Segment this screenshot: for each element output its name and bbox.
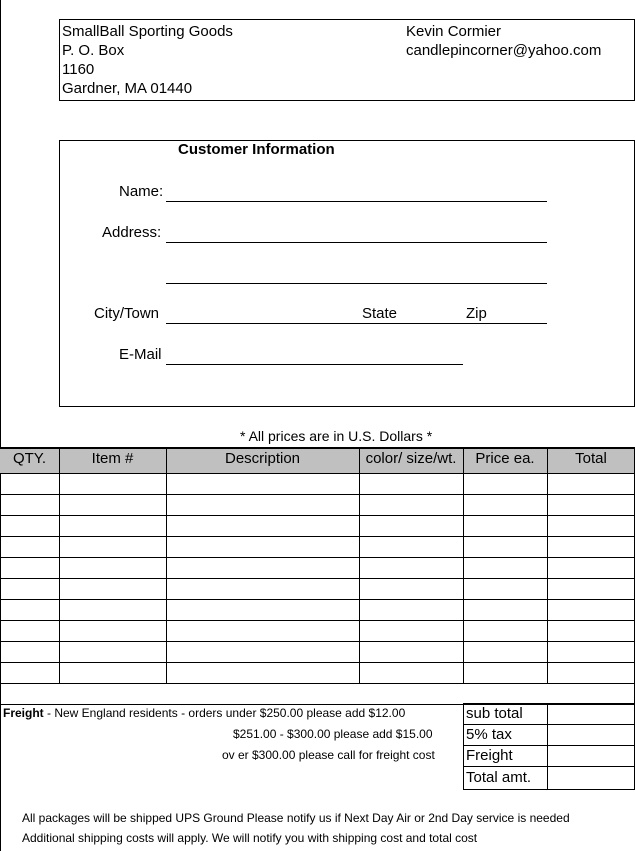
table-cell[interactable] [60,537,165,556]
table-cell[interactable] [167,516,358,535]
footer-line2: Additional shipping costs will apply. We will notify you with shipping cost and total cost [22,831,478,845]
table-cell[interactable] [360,579,462,598]
totals-divider [547,703,548,790]
header-item-number: Item # [91,450,134,467]
table-cell[interactable] [464,516,546,535]
table-cell[interactable] [360,474,462,493]
table-cell[interactable] [548,600,634,619]
email-label: E-Mail [119,346,162,363]
contact-name: Kevin Cormier [406,23,502,40]
totals-row-line3 [463,766,635,767]
table-cell[interactable] [464,558,546,577]
tax-label: 5% tax [466,726,512,743]
table-row [0,641,635,662]
company-name: SmallBall Sporting Goods [62,23,233,40]
table-row [0,578,635,599]
company-po-number: 1160 [62,61,95,78]
company-contact [406,22,601,60]
table-cell[interactable] [1,558,58,577]
header-description: Description [224,450,301,467]
table-cell[interactable] [548,558,634,577]
name-field[interactable] [166,201,547,202]
table-cell[interactable] [464,600,546,619]
freight-line1 [3,706,405,720]
table-cell[interactable] [360,516,462,535]
header-total: Total [575,450,607,467]
city-state-zip-field[interactable] [166,323,547,324]
table-cell[interactable] [1,495,58,514]
table-row [0,557,635,578]
freight-total-label: Freight [466,747,513,764]
table-cell[interactable] [464,495,546,514]
table-cell[interactable] [60,516,165,535]
prices-note: * All prices are in U.S. Dollars * [240,428,433,444]
table-row [0,473,635,494]
table-cell[interactable] [464,537,546,556]
table-cell[interactable] [548,537,634,556]
table-cell[interactable] [60,495,165,514]
company-city-line: Gardner, MA 01440 [62,80,193,97]
table-cell[interactable] [167,600,358,619]
table-cell[interactable] [464,663,546,682]
table-cell[interactable] [167,558,358,577]
table-cell[interactable] [1,474,58,493]
address-label: Address: [102,224,162,241]
table-cell[interactable] [548,579,634,598]
table-row [0,662,635,683]
header-price-each: Price ea. [475,450,535,467]
table-cell[interactable] [167,663,358,682]
freight-line2: $251.00 - $300.00 please add $15.00 [233,727,433,741]
company-address [62,22,233,98]
table-cell[interactable] [167,495,358,514]
table-cell[interactable] [548,474,634,493]
freight-line1-text: - New England residents - orders under $250.00 please add $12.00 [43,706,406,720]
table-cell[interactable] [360,558,462,577]
table-cell[interactable] [1,642,58,661]
table-cell[interactable] [360,537,462,556]
table-cell[interactable] [167,642,358,661]
table-cell[interactable] [464,642,546,661]
table-row [0,515,635,536]
table-cell[interactable] [548,621,634,640]
table-cell[interactable] [1,663,58,682]
table-cell[interactable] [60,579,165,598]
table-cell[interactable] [60,663,165,682]
page-left-border [0,0,1,851]
table-cell[interactable] [360,495,462,514]
freight-label: Freight [3,706,44,720]
table-row [0,620,635,641]
table-cell[interactable] [1,516,58,535]
contact-email[interactable]: candlepincorner@yahoo.com [406,42,602,59]
name-label: Name: [119,183,164,200]
table-cell[interactable] [1,600,58,619]
header-qty: QTY. [12,450,47,467]
table-cell[interactable] [167,474,358,493]
total-amount-label: Total amt. [466,769,532,786]
table-cell[interactable] [60,474,165,493]
table-cell[interactable] [60,621,165,640]
zip-label: Zip [466,305,487,322]
email-field[interactable] [166,364,463,365]
freight-line3: ov er $300.00 please call for freight cost [222,748,435,762]
table-row [0,536,635,557]
company-po-line: P. O. Box [62,42,125,59]
table-cell[interactable] [1,579,58,598]
customer-info-box [59,140,635,407]
state-label: State [362,305,398,322]
table-cell[interactable] [167,621,358,640]
table-cell[interactable] [548,495,634,514]
table-cell[interactable] [167,537,358,556]
table-cell[interactable] [360,621,462,640]
table-cell[interactable] [548,663,634,682]
table-cell[interactable] [360,600,462,619]
table-row [0,599,635,620]
city-label: City/Town [94,305,160,322]
table-cell[interactable] [60,642,165,661]
footer-line1: All packages will be shipped UPS Ground Please notify us if Next Day Air or 2nd Day service is needed [22,811,570,825]
table-cell[interactable] [167,579,358,598]
table-cell[interactable] [1,537,58,556]
table-cell[interactable] [464,579,546,598]
address-field-line2[interactable] [166,283,547,284]
table-cell[interactable] [1,621,58,640]
subtotal-label: sub total [466,705,523,722]
subtotal-value-cell[interactable] [548,725,634,745]
table-cell[interactable] [464,474,546,493]
totals-row-line2 [463,745,635,746]
table-cell[interactable] [548,516,634,535]
address-field-line1[interactable] [166,242,547,243]
table-row [0,494,635,515]
header-color-size-wt: color/ size/wt. [365,450,457,467]
table-cell[interactable] [360,663,462,682]
table-cell[interactable] [548,642,634,661]
table-cell[interactable] [60,558,165,577]
table-cell[interactable] [464,621,546,640]
table-row-line [0,683,635,684]
table-cell[interactable] [60,600,165,619]
table-cell[interactable] [360,642,462,661]
customer-info-title: Customer Information [178,141,335,158]
